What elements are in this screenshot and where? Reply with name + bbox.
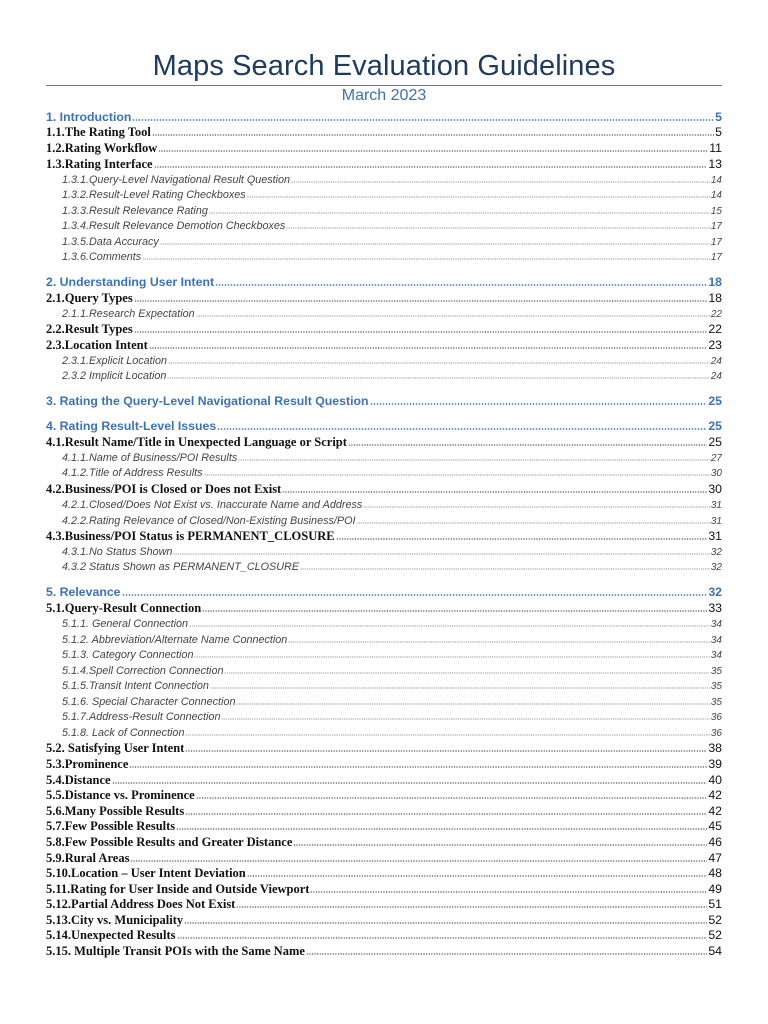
- toc-entry-page-number: 18: [708, 275, 722, 289]
- toc-dot-leader: [204, 473, 710, 476]
- toc-entry-page-number: 11: [709, 141, 722, 155]
- toc-entry-level-3[interactable]: [62, 695, 722, 710]
- toc-entry-label: 4.1.2.Title of Address Results: [62, 467, 203, 479]
- toc-dot-leader: [112, 780, 708, 784]
- toc-entry-page-number: 42: [708, 788, 722, 802]
- toc-dot-leader: [306, 951, 707, 955]
- toc-entry-page-number: 30: [708, 482, 722, 496]
- toc-entry-page-number: 35: [710, 666, 722, 677]
- toc-dot-leader: [370, 401, 708, 405]
- toc-entry-page-number: 52: [708, 913, 722, 927]
- toc-entry-level-3[interactable]: [62, 219, 722, 234]
- toc-entry-page-number: 32: [710, 562, 722, 573]
- toc-dot-leader: [185, 748, 707, 752]
- toc-entry-level-3[interactable]: [62, 648, 722, 663]
- toc-entry-level-2[interactable]: [46, 882, 722, 897]
- toc-entry-page-number: 22: [708, 322, 722, 336]
- toc-entry-level-1[interactable]: [46, 274, 722, 290]
- toc-entry-label: 2.3.1.Explicit Location: [62, 355, 168, 367]
- toc-entry-label: 5.1.5.Transit Intent Connection: [62, 680, 209, 692]
- toc-entry-level-2[interactable]: [46, 835, 722, 850]
- toc-dot-leader: [238, 458, 710, 461]
- toc-entry-level-3[interactable]: [62, 679, 722, 694]
- toc-entry-level-3[interactable]: [62, 204, 722, 219]
- toc-dot-leader: [194, 655, 709, 658]
- toc-entry-level-3[interactable]: [62, 664, 722, 679]
- toc-entry-level-2[interactable]: [46, 125, 722, 140]
- toc-entry-label: 5.6.Many Possible Results: [46, 804, 185, 818]
- toc-entry-label: 5.1.2. Abbreviation/Alternate Name Connection: [62, 634, 288, 646]
- toc-entry-level-2[interactable]: [46, 866, 722, 881]
- toc-entry-page-number: 5: [715, 110, 722, 124]
- toc-entry-level-3[interactable]: [62, 726, 722, 741]
- toc-entry-page-number: 49: [708, 882, 722, 896]
- toc-entry-label: 1.3.3.Result Relevance Rating: [62, 205, 208, 217]
- toc-entry-label: 4.3.1.No Status Shown: [62, 546, 173, 558]
- toc-entry-label: 2. Understanding User Intent: [46, 275, 215, 289]
- toc-entry-level-3[interactable]: [62, 369, 722, 384]
- toc-entry-label: 4.1.Result Name/Title in Unexpected Language or Script: [46, 435, 347, 449]
- toc-entry-page-number: 30: [710, 468, 722, 479]
- toc-entry-level-3[interactable]: [62, 307, 722, 322]
- toc-entry-label: 5.4.Distance: [46, 773, 111, 787]
- toc-entry-level-2[interactable]: [46, 819, 722, 834]
- toc-entry-label: 5.13.City vs. Municipality: [46, 913, 184, 927]
- toc-dot-leader: [134, 298, 708, 302]
- toc-dot-leader: [158, 148, 708, 152]
- toc-entry-label: 5. Relevance: [46, 585, 121, 599]
- toc-dot-leader: [291, 180, 710, 183]
- toc-dot-leader: [215, 282, 707, 286]
- toc-entry-level-2[interactable]: [46, 741, 722, 756]
- toc-entry-page-number: 40: [708, 773, 722, 787]
- toc-entry-level-2[interactable]: [46, 897, 722, 912]
- toc-entry-level-1[interactable]: [46, 418, 722, 434]
- toc-dot-leader: [286, 226, 710, 229]
- toc-entry-label: 4.2.Business/POI is Closed or Does not Exist: [46, 482, 282, 496]
- toc-dot-leader: [202, 608, 707, 612]
- toc-entry-level-3[interactable]: [62, 633, 722, 648]
- toc-entry-label: 1.3.5.Data Accuracy: [62, 236, 159, 248]
- toc-entry-page-number: 22: [710, 309, 722, 320]
- toc-entry-label: 5.1.3. Category Connection: [62, 649, 194, 661]
- toc-dot-leader: [160, 242, 710, 245]
- toc-dot-leader: [132, 117, 714, 121]
- toc-entry-page-number: 25: [708, 419, 722, 433]
- toc-entry-page-number: 17: [710, 252, 722, 263]
- toc-entry-label: 1.1.The Rating Tool: [46, 125, 151, 139]
- toc-dot-leader: [288, 640, 710, 643]
- toc-entry-label: 1.3.4.Result Relevance Demotion Checkboxes: [62, 220, 286, 232]
- toc-entry-page-number: 32: [708, 585, 722, 599]
- toc-entry-level-3[interactable]: [62, 466, 722, 481]
- toc-dot-leader: [173, 552, 709, 555]
- toc-dot-leader: [217, 426, 707, 430]
- toc-entry-level-2[interactable]: [46, 601, 722, 616]
- toc-dot-leader: [185, 733, 709, 736]
- toc-entry-level-3[interactable]: [62, 560, 722, 575]
- toc-dot-leader: [189, 624, 710, 627]
- toc-entry-label: 2.1.1.Research Expectation: [62, 308, 195, 320]
- toc-entry-page-number: 34: [710, 650, 722, 661]
- toc-entry-label: 5.1.8. Lack of Connection: [62, 727, 185, 739]
- toc-entry-label: 2.3.2 Implicit Location: [62, 370, 167, 382]
- toc-entry-label: 5.1.1. General Connection: [62, 618, 189, 630]
- toc-dot-leader: [209, 211, 710, 214]
- toc-entry-level-2[interactable]: [46, 773, 722, 788]
- toc-entry-page-number: 54: [708, 944, 722, 958]
- toc-entry-page-number: 33: [708, 601, 722, 615]
- toc-entry-label: 1.3.6.Comments: [62, 251, 142, 263]
- toc-entry-level-2[interactable]: [46, 482, 722, 497]
- toc-dot-leader: [282, 489, 707, 493]
- toc-entry-page-number: 51: [708, 897, 722, 911]
- toc-entry-label: 5.9.Rural Areas: [46, 851, 130, 865]
- toc-dot-leader: [176, 826, 707, 830]
- toc-dot-leader: [221, 717, 709, 720]
- toc-entry-label: 5.14.Unexpected Results: [46, 928, 176, 942]
- toc-dot-leader: [184, 920, 707, 924]
- toc-dot-leader: [356, 521, 709, 524]
- toc-dot-leader: [130, 858, 707, 862]
- toc-entry-label: 5.3.Prominence: [46, 757, 129, 771]
- toc-entry-page-number: 34: [710, 619, 722, 630]
- toc-entry-page-number: 31: [710, 500, 722, 511]
- toc-dot-leader: [310, 889, 707, 893]
- toc-entry-page-number: 15: [710, 206, 722, 217]
- toc-entry-label: 1.3.2.Result-Level Rating Checkboxes: [62, 189, 246, 201]
- toc-entry-level-3[interactable]: [62, 617, 722, 632]
- toc-entry-level-2[interactable]: [46, 529, 722, 544]
- toc-entry-level-2[interactable]: [46, 141, 722, 156]
- toc-entry-label: 1.2.Rating Workflow: [46, 141, 158, 155]
- toc-entry-page-number: 24: [710, 371, 722, 382]
- toc-dot-leader: [134, 329, 708, 333]
- toc-entry-page-number: 35: [710, 697, 722, 708]
- toc-dot-leader: [236, 904, 707, 908]
- toc-entry-label: 4.2.1.Closed/Does Not Exist vs. Inaccurate Name and Address: [62, 499, 363, 511]
- toc-entry-label: 5.1.Query-Result Connection: [46, 601, 202, 615]
- toc-entry-level-1[interactable]: [46, 393, 722, 409]
- toc-entry-label: 4.3.2 Status Shown as PERMANENT_CLOSURE: [62, 561, 300, 573]
- toc-dot-leader: [363, 505, 710, 508]
- toc-dot-leader: [152, 132, 714, 136]
- toc-entry-level-2[interactable]: [46, 157, 722, 172]
- toc-dot-leader: [300, 567, 710, 570]
- toc-entry-label: 4.1.1.Name of Business/POI Results: [62, 452, 238, 464]
- toc-entry-page-number: 13: [708, 157, 722, 171]
- toc-dot-leader: [185, 811, 707, 815]
- toc-dot-leader: [196, 314, 710, 317]
- toc-entry-level-1[interactable]: [46, 109, 722, 125]
- toc-dot-leader: [196, 795, 708, 799]
- toc-entry-page-number: 14: [710, 190, 722, 201]
- toc-entry-page-number: 47: [708, 851, 722, 865]
- toc-entry-page-number: 36: [710, 712, 722, 723]
- toc-entry-page-number: 23: [708, 338, 722, 352]
- toc-entry-page-number: 52: [708, 928, 722, 942]
- toc-entry-level-3[interactable]: [62, 250, 722, 265]
- toc-entry-label: 1.3.Rating Interface: [46, 157, 153, 171]
- toc-dot-leader: [167, 376, 709, 379]
- toc-entry-page-number: 31: [710, 516, 722, 527]
- toc-entry-page-number: 17: [710, 237, 722, 248]
- toc-entry-label: 2.1.Query Types: [46, 291, 133, 305]
- toc-dot-leader: [247, 873, 708, 877]
- toc-entry-page-number: 48: [708, 866, 722, 880]
- toc-entry-label: 5.10.Location – User Intent Deviation: [46, 866, 246, 880]
- toc-entry-level-3[interactable]: [62, 173, 722, 188]
- toc-entry-level-2[interactable]: [46, 913, 722, 928]
- toc-dot-leader: [129, 764, 707, 768]
- toc-entry-level-2[interactable]: [46, 435, 722, 450]
- toc-entry-level-3[interactable]: [62, 514, 722, 529]
- toc-entry-level-2[interactable]: [46, 851, 722, 866]
- toc-entry-label: 4. Rating Result-Level Issues: [46, 419, 217, 433]
- toc-entry-label: 1.3.1.Query-Level Navigational Result Question: [62, 174, 291, 186]
- toc-entry-label: 5.7.Few Possible Results: [46, 819, 176, 833]
- toc-entry-label: 5.5.Distance vs. Prominence: [46, 788, 195, 802]
- toc-dot-leader: [247, 195, 710, 198]
- toc-entry-label: 5.1.7.Address-Result Connection: [62, 711, 221, 723]
- toc-entry-label: 5.1.4.Spell Correction Connection: [62, 665, 224, 677]
- toc-dot-leader: [154, 164, 708, 168]
- toc-dot-leader: [142, 257, 710, 260]
- toc-entry-page-number: 32: [710, 547, 722, 558]
- toc-dot-leader: [122, 592, 708, 596]
- toc-entry-label: 4.3.Business/POI Status is PERMANENT_CLOSURE: [46, 529, 335, 543]
- toc-entry-label: 5.15. Multiple Transit POIs with the Same Name: [46, 944, 305, 958]
- toc-dot-leader: [348, 442, 707, 446]
- toc-entry-page-number: 27: [710, 453, 722, 464]
- toc-entry-label: 3. Rating the Query-Level Navigational Result Question: [46, 394, 369, 408]
- toc-entry-label: 2.3.Location Intent: [46, 338, 148, 352]
- toc-dot-leader: [336, 536, 708, 540]
- toc-dot-leader: [224, 671, 709, 674]
- toc-entry-page-number: 45: [708, 819, 722, 833]
- toc-dot-leader: [293, 842, 707, 846]
- toc-entry-level-3[interactable]: [62, 710, 722, 725]
- toc-entry-level-2[interactable]: [46, 928, 722, 943]
- document-date: March 2023: [341, 87, 427, 104]
- toc-entry-page-number: 25: [708, 435, 722, 449]
- toc-dot-leader: [149, 345, 708, 349]
- toc-entry-page-number: 14: [710, 175, 722, 186]
- toc-entry-level-2[interactable]: [46, 757, 722, 772]
- toc-entry-page-number: 25: [708, 394, 722, 408]
- toc-entry-page-number: 24: [710, 356, 722, 367]
- toc-entry-page-number: 36: [710, 728, 722, 739]
- toc-entry-label: 2.2.Result Types: [46, 322, 133, 336]
- toc-dot-leader: [177, 935, 708, 939]
- toc-dot-leader: [168, 361, 710, 364]
- toc-entry-level-3[interactable]: [62, 498, 722, 513]
- toc-entry-label: 5.11.Rating for User Inside and Outside Viewport: [46, 882, 310, 896]
- toc-entry-level-3[interactable]: [62, 545, 722, 560]
- toc-entry-page-number: 18: [708, 291, 722, 305]
- toc-dot-leader: [210, 686, 710, 689]
- toc-entry-page-number: 46: [708, 835, 722, 849]
- toc-entry-label: 5.8.Few Possible Results and Greater Distance: [46, 835, 293, 849]
- toc-entry-level-2[interactable]: [46, 944, 722, 959]
- toc-entry-level-3[interactable]: [62, 235, 722, 250]
- toc-dot-leader: [236, 702, 709, 705]
- toc-entry-page-number: 35: [710, 681, 722, 692]
- toc-entry-page-number: 17: [710, 221, 722, 232]
- toc-entry-label: 4.2.2.Rating Relevance of Closed/Non-Existing Business/POI: [62, 515, 356, 527]
- toc-entry-level-2[interactable]: [46, 804, 722, 819]
- toc-entry-label: 1. Introduction: [46, 110, 132, 124]
- toc-entry-page-number: 39: [708, 757, 722, 771]
- toc-entry-level-2[interactable]: [46, 788, 722, 803]
- toc-entry-level-3[interactable]: [62, 354, 722, 369]
- toc-entry-page-number: 34: [710, 635, 722, 646]
- toc-entry-label: 5.12.Partial Address Does Not Exist: [46, 897, 236, 911]
- toc-entry-level-2[interactable]: [46, 338, 722, 353]
- toc-entry-level-1[interactable]: [46, 584, 722, 600]
- toc-entry-page-number: 38: [708, 741, 722, 755]
- toc-entry-level-3[interactable]: [62, 451, 722, 466]
- toc-entry-level-2[interactable]: [46, 291, 722, 306]
- toc-entry-label: 5.2. Satisfying User Intent: [46, 741, 185, 755]
- document-title: Maps Search Evaluation Guidelines: [152, 50, 616, 82]
- toc-entry-level-2[interactable]: [46, 322, 722, 337]
- toc-entry-page-number: 31: [708, 529, 722, 543]
- toc-entry-label: 5.1.6. Special Character Connection: [62, 696, 236, 708]
- toc-entry-page-number: 42: [708, 804, 722, 818]
- toc-entry-level-3[interactable]: [62, 188, 722, 203]
- toc-entry-page-number: 5: [715, 125, 722, 139]
